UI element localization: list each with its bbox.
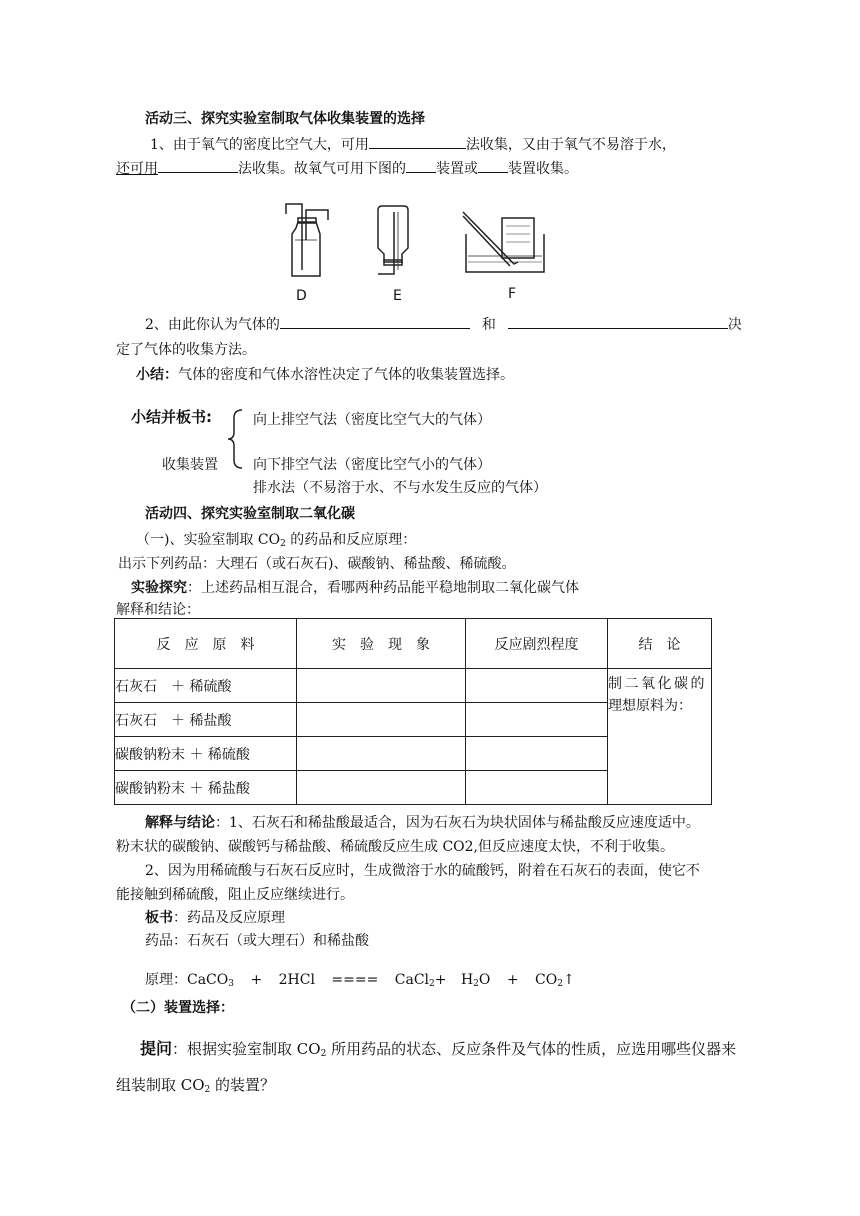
explore-label: 实验探究 xyxy=(131,580,187,596)
table-header: 反应剧烈程度 xyxy=(466,619,608,669)
device-heading: （二）装置选择： xyxy=(122,1000,234,1016)
eq-plus-3: + xyxy=(506,972,519,988)
activity4-drugs: 出示下列药品：大理石（或石灰石)、碳酸钠、稀盐酸、稀硫酸。 xyxy=(118,556,516,572)
table-cell-material: 石灰石 ＋ 稀硫酸 xyxy=(115,669,297,703)
ask-text-c: 组装制取 CO xyxy=(116,1076,205,1094)
q1-text-e: 装置或 xyxy=(436,161,478,177)
activity4-explain: 解释和结论： xyxy=(116,602,200,618)
brace-icon xyxy=(226,408,246,470)
table-cell-material: 碳酸钠粉末 ＋ 稀盐酸 xyxy=(115,771,297,805)
board2-label: 板书 xyxy=(145,910,173,926)
q1-blank-1[interactable] xyxy=(369,134,466,149)
q2-blank-1[interactable] xyxy=(280,314,470,329)
q1-text-b: 法收集，又由于氧气不易溶于水， xyxy=(465,137,676,153)
ask-line1 xyxy=(140,1036,736,1059)
board-heading: 小结并板书: xyxy=(131,408,212,426)
q1-blank-2[interactable] xyxy=(158,158,238,173)
sub1-sub: 2 xyxy=(280,539,286,549)
conclusion-p1-line2: 粉末状的碳酸钠、碳酸钙与稀盐酸、稀硫酸反应生成 CO2,但反应速度太快，不利于收集。 xyxy=(116,839,674,855)
table-header: 结 论 xyxy=(608,619,712,669)
board2-drugs: 药品：石灰石（或大理石）和稀盐酸 xyxy=(145,933,369,949)
table-header-row xyxy=(115,619,712,669)
eq-h2o-o: O xyxy=(478,972,491,988)
eq-plus-2: + xyxy=(434,972,447,988)
figure-label-d: D xyxy=(296,288,307,304)
ask-text-d: 的装置？ xyxy=(210,1076,276,1094)
summary-text: 气体的密度和气体水溶性决定了气体的收集装置选择。 xyxy=(178,367,514,383)
table-cell-material: 碳酸钠粉末 ＋ 稀硫酸 xyxy=(115,737,297,771)
conclusion-p1-line1 xyxy=(145,812,700,832)
ask-line2 xyxy=(116,1074,275,1095)
table-cell-phenomenon[interactable] xyxy=(297,771,466,805)
eq-co2: CO xyxy=(535,972,558,988)
summary-label: 小结： xyxy=(136,367,178,383)
ask-sub-2: 2 xyxy=(204,1085,211,1095)
eq-caco3: CaCO xyxy=(187,972,229,988)
board-item-2: 向下排空气法（密度比空气小的气体） xyxy=(253,457,491,473)
q2-line2: 定了气体的收集方法。 xyxy=(116,342,256,358)
conclusion-p2-line2: 能接触到稀硫酸，阻止反应继续进行。 xyxy=(116,887,354,903)
eq-sub-2b: 2 xyxy=(473,979,479,989)
q1-text-f: 装置收集。 xyxy=(508,161,578,177)
activity3-title: 活动三、探究实验室制取气体收集装置的选择 xyxy=(145,111,425,127)
activity4-title: 活动四、探究实验室制取二氧化碳 xyxy=(145,506,355,522)
figure-label-f: F xyxy=(508,286,517,302)
board2-text: ：药品及反应原理 xyxy=(173,910,285,926)
eq-arrow: ==== xyxy=(331,972,379,988)
ask-label: 提问 xyxy=(140,1039,173,1058)
ask-text-b: 所用药品的状态、反应条件及气体的性质，应选用哪些仪器来 xyxy=(326,1040,737,1058)
q1-blank-4[interactable] xyxy=(478,158,508,173)
eq-sub-2c: 2 xyxy=(557,979,563,989)
table-cell-intensity[interactable] xyxy=(466,703,608,737)
board-left-label: 收集装置 xyxy=(162,457,218,473)
q2-text-c: 决 xyxy=(727,317,742,333)
q2-line1 xyxy=(145,314,742,334)
table-header: 实 验 现 象 xyxy=(297,619,466,669)
q2-blank-2[interactable] xyxy=(508,314,728,329)
eq-sub-3: 3 xyxy=(228,979,234,989)
q2-text-a: 2、由此你认为气体的 xyxy=(145,317,280,333)
board2-line xyxy=(145,907,285,927)
ask-text-a: ：根据实验室制取 CO xyxy=(172,1040,321,1058)
results-table xyxy=(114,618,712,805)
apparatus-figure xyxy=(280,200,550,285)
table-cell-phenomenon[interactable] xyxy=(297,703,466,737)
conclusion-line-1: 制二氧化碳的 xyxy=(608,676,707,692)
conclusion-line-2: 理想原料为： xyxy=(608,698,692,714)
eq-cacl2: CaCl xyxy=(394,972,430,988)
table-cell-intensity[interactable] xyxy=(466,771,608,805)
eq-sub-2a: 2 xyxy=(429,979,435,989)
reaction-equation xyxy=(145,969,575,989)
sub1-text-a: （一)、实验室制取 CO xyxy=(136,532,281,548)
bottle-d-icon xyxy=(286,204,328,276)
q2-text-b: 和 xyxy=(481,317,496,333)
q1-line1 xyxy=(150,134,676,154)
table-cell-intensity[interactable] xyxy=(466,737,608,771)
explore-text: ：上述药品相互混合，看哪两种药品能平稳地制取二氧化碳气体 xyxy=(187,580,579,596)
board-item-1: 向上排空气法（密度比空气大的气体） xyxy=(253,412,491,428)
bottle-e-icon xyxy=(378,206,408,274)
eq-plus-1: + xyxy=(250,972,263,988)
table-header: 反 应 原 料 xyxy=(115,619,297,669)
water-trough-f-icon xyxy=(463,212,544,272)
conclusion-p1-a: ：1、石灰石和稀盐酸最适合，因为石灰石为块状固体与稀盐酸反应速度适中。 xyxy=(215,815,700,831)
table-cell-phenomenon[interactable] xyxy=(297,669,466,703)
q1-text-d: 法收集。故氧气可用下图的 xyxy=(238,161,406,177)
eq-label: 原理： xyxy=(145,972,187,988)
q1-text-c: 还可用 xyxy=(116,161,158,177)
table-cell-phenomenon[interactable] xyxy=(297,737,466,771)
board-item-3: 排水法（不易溶于水、不与水发生反应的气体） xyxy=(253,480,547,496)
summary xyxy=(136,364,514,384)
table-cell-conclusion[interactable] xyxy=(608,669,712,805)
table-cell-intensity[interactable] xyxy=(466,669,608,703)
figure-label-e: E xyxy=(393,288,402,304)
q1-text-a: 1、由于氧气的密度比空气大，可用 xyxy=(150,137,369,153)
conclusion-label: 解释与结论 xyxy=(145,815,215,831)
activity4-sub1 xyxy=(136,529,416,549)
table-row xyxy=(115,669,712,703)
activity4-explore xyxy=(131,577,579,597)
eq-hcl: 2HCl xyxy=(278,972,315,988)
sub1-text-b: 的药品和反应原理： xyxy=(285,532,417,548)
q1-blank-3[interactable] xyxy=(406,158,436,173)
ask-sub-1: 2 xyxy=(320,1049,327,1059)
eq-h2o-h: H xyxy=(460,972,474,988)
table-cell-material: 石灰石 ＋ 稀盐酸 xyxy=(115,703,297,737)
eq-up-arrow: ↑ xyxy=(562,972,575,988)
conclusion-p2-line1: 2、因为用稀硫酸与石灰石反应时，生成微溶于水的硫酸钙，附着在石灰石的表面，使它不 xyxy=(145,863,700,879)
q1-line2 xyxy=(116,158,578,178)
